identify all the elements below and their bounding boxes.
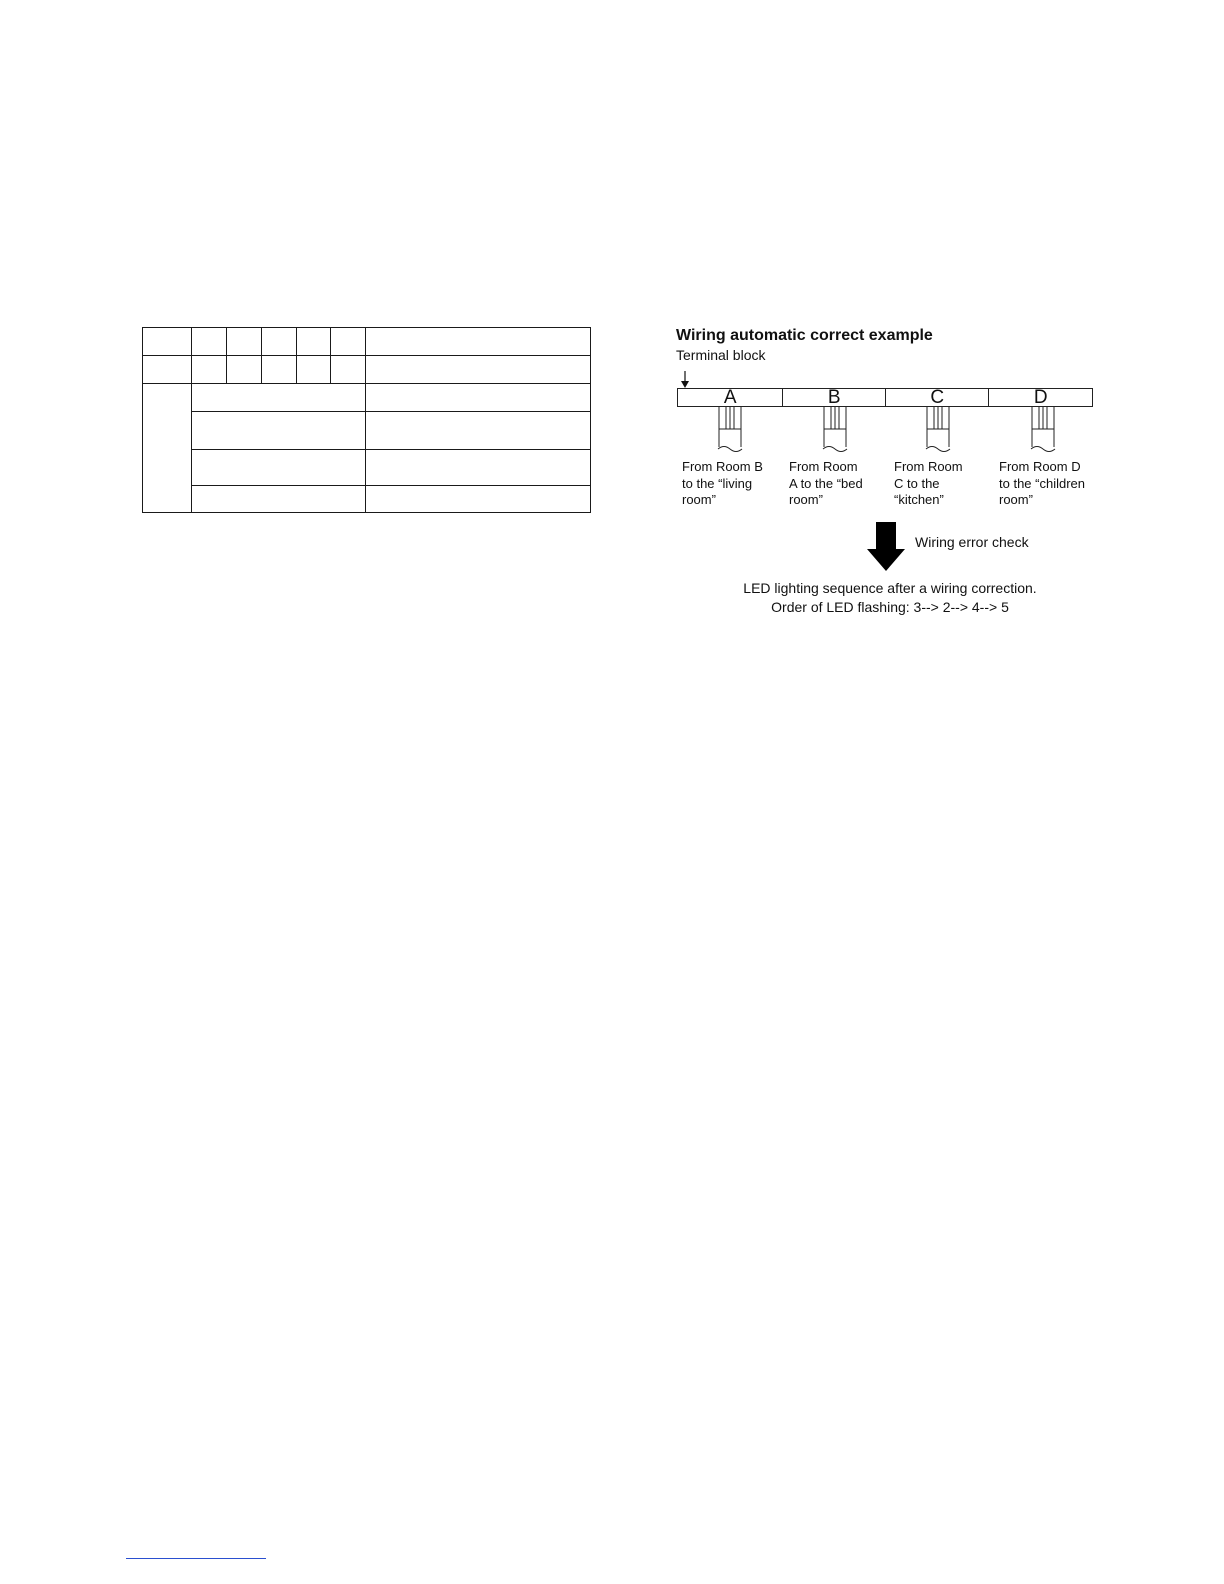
table-cell [366, 384, 591, 412]
wire-bundle-icon [1029, 407, 1057, 455]
table-cell [227, 328, 262, 356]
terminal-label: D [1033, 387, 1048, 408]
table-row [143, 356, 591, 384]
table-cell [331, 328, 366, 356]
table-cell [366, 450, 591, 486]
caption-line: C to the [894, 475, 940, 491]
room-caption [682, 459, 782, 509]
table-cell [192, 412, 366, 450]
table-cell [143, 384, 192, 513]
table-row [143, 328, 591, 356]
wire-bundle-icon [716, 407, 744, 455]
caption-line: room” [682, 492, 716, 507]
wire-bundle-icon [924, 407, 952, 455]
table-cell [143, 356, 192, 384]
terminal-label: C [930, 387, 945, 408]
result-line: Order of LED flashing: 3--> 2--> 4--> 5 [771, 598, 1009, 615]
wire-bundle-icon [821, 407, 849, 455]
terminal-label: A [723, 387, 737, 408]
empty-grid-table [142, 327, 591, 513]
caption-line: A to the “bed [789, 475, 863, 491]
room-caption [999, 459, 1099, 509]
result-text [690, 579, 1090, 616]
table-cell [366, 486, 591, 513]
terminal-a [678, 389, 783, 406]
footnote-divider [126, 1558, 266, 1559]
terminal-label: B [827, 387, 841, 408]
table-cell [366, 412, 591, 450]
caption-line: room” [789, 492, 823, 507]
table-cell [331, 356, 366, 384]
table-row [143, 486, 591, 513]
table-cell [262, 328, 297, 356]
caption-line: “kitchen” [894, 492, 944, 507]
terminal-b [783, 389, 886, 406]
room-caption [894, 459, 994, 509]
down-arrow-icon [678, 370, 692, 390]
terminal-d [989, 389, 1092, 406]
table-cell [366, 356, 591, 384]
diagram-subtitle: Terminal block [676, 347, 766, 363]
big-down-arrow-icon [866, 522, 906, 572]
table-row [143, 384, 591, 412]
caption-line: to the “living [682, 475, 753, 491]
table-cell [297, 356, 331, 384]
table-cell [227, 356, 262, 384]
terminal-c [886, 389, 990, 406]
terminal-block [677, 388, 1093, 407]
table-row [143, 450, 591, 486]
table-cell [192, 486, 366, 513]
table-row [143, 412, 591, 450]
table-cell [192, 384, 366, 412]
table-cell [192, 328, 227, 356]
caption-line: From Room [789, 459, 858, 474]
table-cell [262, 356, 297, 384]
table-cell [366, 328, 591, 356]
table-cell [143, 328, 192, 356]
room-caption [789, 459, 889, 509]
caption-line: room” [999, 492, 1033, 507]
caption-line: From Room D [999, 459, 1081, 474]
caption-line: to the “children [999, 475, 1085, 491]
caption-line: From Room [894, 459, 963, 474]
table-cell [297, 328, 331, 356]
table-cell [192, 450, 366, 486]
result-line: LED lighting sequence after a wiring correction. [743, 580, 1037, 596]
diagram-title: Wiring automatic correct example [676, 327, 933, 344]
table-cell [192, 356, 227, 384]
caption-line: From Room B [682, 459, 763, 474]
wiring-check-label: Wiring error check [915, 534, 1029, 550]
